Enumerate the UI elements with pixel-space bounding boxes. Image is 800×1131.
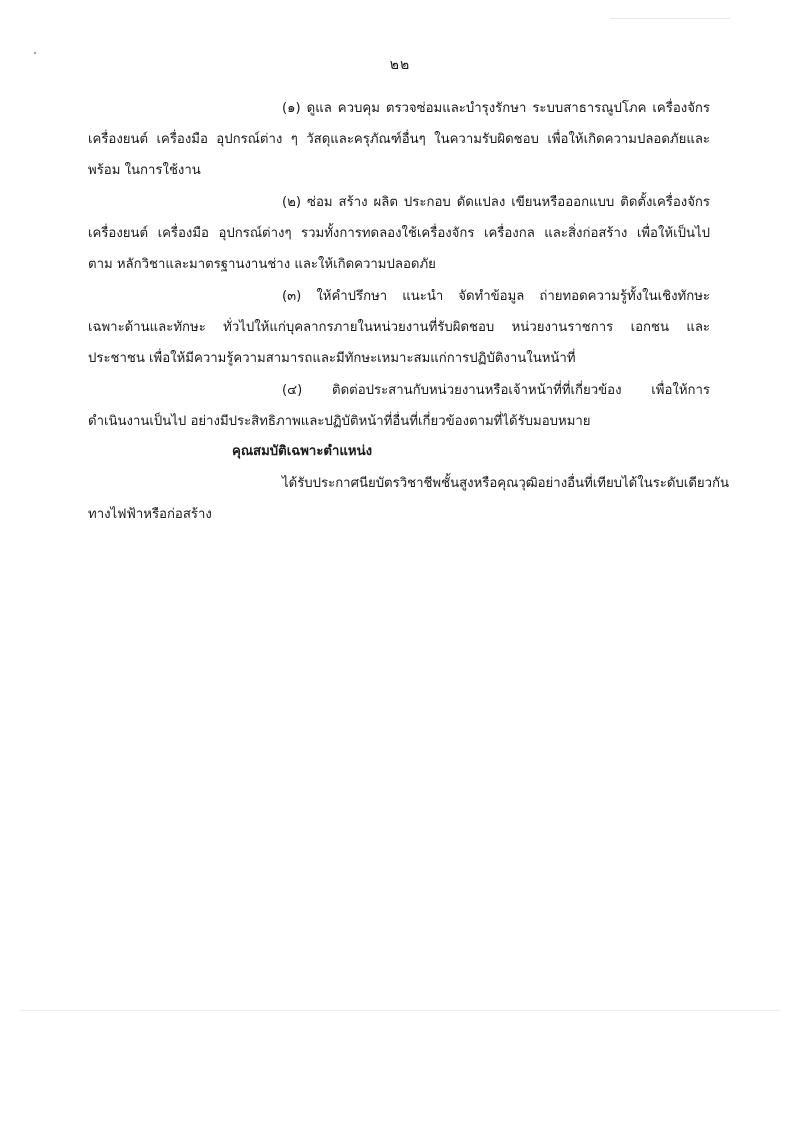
duty-4-first-line: (๔) ติดต่อประสานกับหน่วยงานหรือเจ้าหน้าที่ที่เกี่ยวข้อง เพื่อให้การ xyxy=(282,383,710,398)
duty-3-line-2: เฉพาะด้านและทักษะ ทั่วไปให้แก่บุคลากรภายในหน่วยงานที่รับผิดชอบ หน่วยงานราชการ เอกชน และ xyxy=(88,320,710,335)
qualifications-line-2: ทางไฟฟ้าหรือก่อสร้าง xyxy=(88,507,212,522)
qualifications-first-line: ได้รับประกาศนียบัตรวิชาชีพชั้นสูงหรือคุณวุฒิอย่างอื่นที่เทียบได้ในระดับเดียวกัน xyxy=(282,476,730,491)
scan-speck xyxy=(34,52,36,54)
duty-1-line-3: พร้อม ในการใช้งาน xyxy=(88,163,201,178)
qualifications-heading: คุณสมบัติเฉพาะตำแหน่ง xyxy=(232,444,373,459)
scan-speck xyxy=(20,1010,780,1011)
duty-2-line-2: เครื่องยนต์ เครื่องมือ อุปกรณ์ต่างๆ รวมทั้งการทดลองใช้เครื่องจักร เครื่องกล และสิ่งก่อสร้าง เพื่อให้เป็นไป xyxy=(88,226,710,241)
duty-2-line-3: ตาม หลักวิชาและมาตรฐานงานช่าง และให้เกิดความปลอดภัย xyxy=(88,257,436,272)
page-number: ๒๒ xyxy=(389,57,411,73)
duty-1-first-line: (๑) ดูแล ควบคุม ตรวจซ่อมและบำรุงรักษา ระบบสาธารณูปโภค เครื่องจักร xyxy=(282,101,710,116)
scan-speck xyxy=(610,18,730,19)
duty-3-line-3: ประชาชน เพื่อให้มีความรู้ความสามารถและมีทักษะเหมาะสมแก่การปฏิบัติงานในหน้าที่ xyxy=(88,351,576,366)
duty-3-first-line: (๓) ให้คำปรึกษา แนะนำ จัดทำข้อมูล ถ่ายทอดความรู้ทั้งในเชิงทักษะ xyxy=(282,289,710,304)
duty-4-line-2: ดำเนินงานเป็นไป อย่างมีประสิทธิภาพและปฏิบัติหน้าที่อื่นที่เกี่ยวข้องตามที่ได้รับมอบหมาย xyxy=(88,414,591,429)
duty-1-line-2: เครื่องยนต์ เครื่องมือ อุปกรณ์ต่าง ๆ วัสดุและครุภัณฑ์อื่นๆ ในความรับผิดชอบ เพื่อให้เกิดความปลอดภัยและ xyxy=(88,132,710,147)
duty-2-first-line: (๒) ซ่อม สร้าง ผลิต ประกอบ ดัดแปลง เขียนหรือออกแบบ ติดตั้งเครื่องจักร xyxy=(282,195,710,210)
